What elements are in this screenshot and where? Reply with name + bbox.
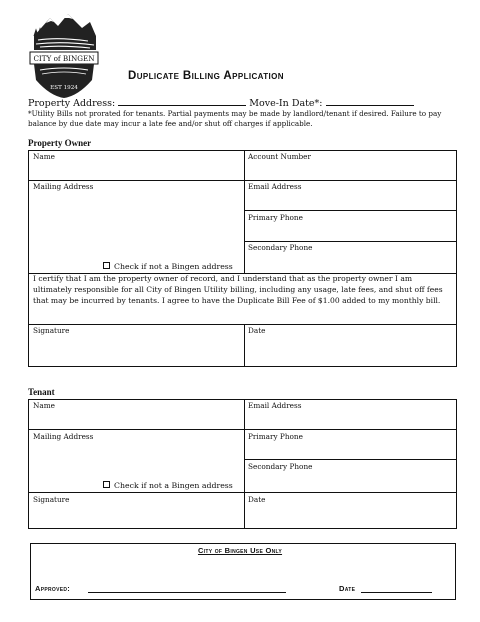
- owner-email-label: Email Address: [248, 182, 302, 191]
- owner-name-label: Name: [33, 152, 55, 161]
- tenant-secondary-phone-label: Secondary Phone: [248, 462, 313, 471]
- logo-est-text: EST 1924: [50, 85, 78, 91]
- owner-mailing-field[interactable]: [28, 180, 244, 273]
- tenant-signature-label: Signature: [33, 495, 70, 504]
- owner-heading: Property Owner: [28, 138, 92, 148]
- city-logo: [28, 10, 100, 102]
- proration-note: *Utility Bills not prorated for tenants. Partial payments may be made by landlord/tenant if desired. Failure to pay balance by due date may incur a late fee and/or shut off charges if applicable.: [28, 109, 442, 128]
- tenant-name-label: Name: [33, 401, 55, 410]
- owner-date-field[interactable]: [244, 324, 457, 367]
- tenant-date-field[interactable]: [244, 492, 457, 529]
- office-use-title: City of Bingen Use Only: [197, 546, 283, 555]
- owner-account-label: Account Number: [248, 152, 311, 161]
- owner-check-label: Check if not a Bingen address: [114, 262, 233, 271]
- owner-check-not-bingen[interactable]: [103, 262, 233, 271]
- checkbox-icon[interactable]: [103, 481, 110, 488]
- owner-mailing-label: Mailing Address: [33, 182, 94, 191]
- approved-label: Approved:: [35, 584, 71, 593]
- property-line: [28, 96, 414, 109]
- logo-city-text: CITY of BINGEN: [33, 54, 95, 63]
- checkbox-icon[interactable]: [103, 262, 110, 269]
- tenant-name-field[interactable]: [28, 399, 244, 429]
- tenant-check-not-bingen[interactable]: [103, 481, 233, 490]
- tenant-primary-phone-label: Primary Phone: [248, 432, 303, 441]
- owner-primary-phone-label: Primary Phone: [248, 213, 303, 222]
- tenant-email-label: Email Address: [248, 401, 302, 410]
- property-address-label: Property Address:: [28, 98, 119, 109]
- tenant-heading: Tenant: [28, 387, 55, 397]
- office-date-label: Date: [339, 584, 356, 593]
- owner-certification-text: I certify that I am the property owner of record, and I understand that as the property owner I am ultimately responsible for all City of Bingen Utility billing, including any usage, late fees, and shut off fees that may be incurred by tenants. I agree to have the Duplicate Bill Fee of $1.00 added to my monthly bill.: [33, 274, 443, 305]
- approved-field[interactable]: [88, 592, 286, 593]
- owner-name-field[interactable]: [28, 150, 244, 180]
- owner-date-label: Date: [248, 326, 266, 335]
- move-in-date-label: Move-In Date*:: [246, 98, 326, 109]
- tenant-check-label: Check if not a Bingen address: [114, 481, 233, 490]
- form-title: Duplicate Billing Application: [128, 70, 284, 82]
- office-date-field[interactable]: [361, 592, 432, 593]
- owner-signature-label: Signature: [33, 326, 70, 335]
- tenant-date-label: Date: [248, 495, 266, 504]
- owner-secondary-phone-label: Secondary Phone: [248, 243, 313, 252]
- property-address-field[interactable]: [118, 96, 246, 106]
- move-in-date-field[interactable]: [326, 96, 414, 106]
- tenant-mailing-label: Mailing Address: [33, 432, 94, 441]
